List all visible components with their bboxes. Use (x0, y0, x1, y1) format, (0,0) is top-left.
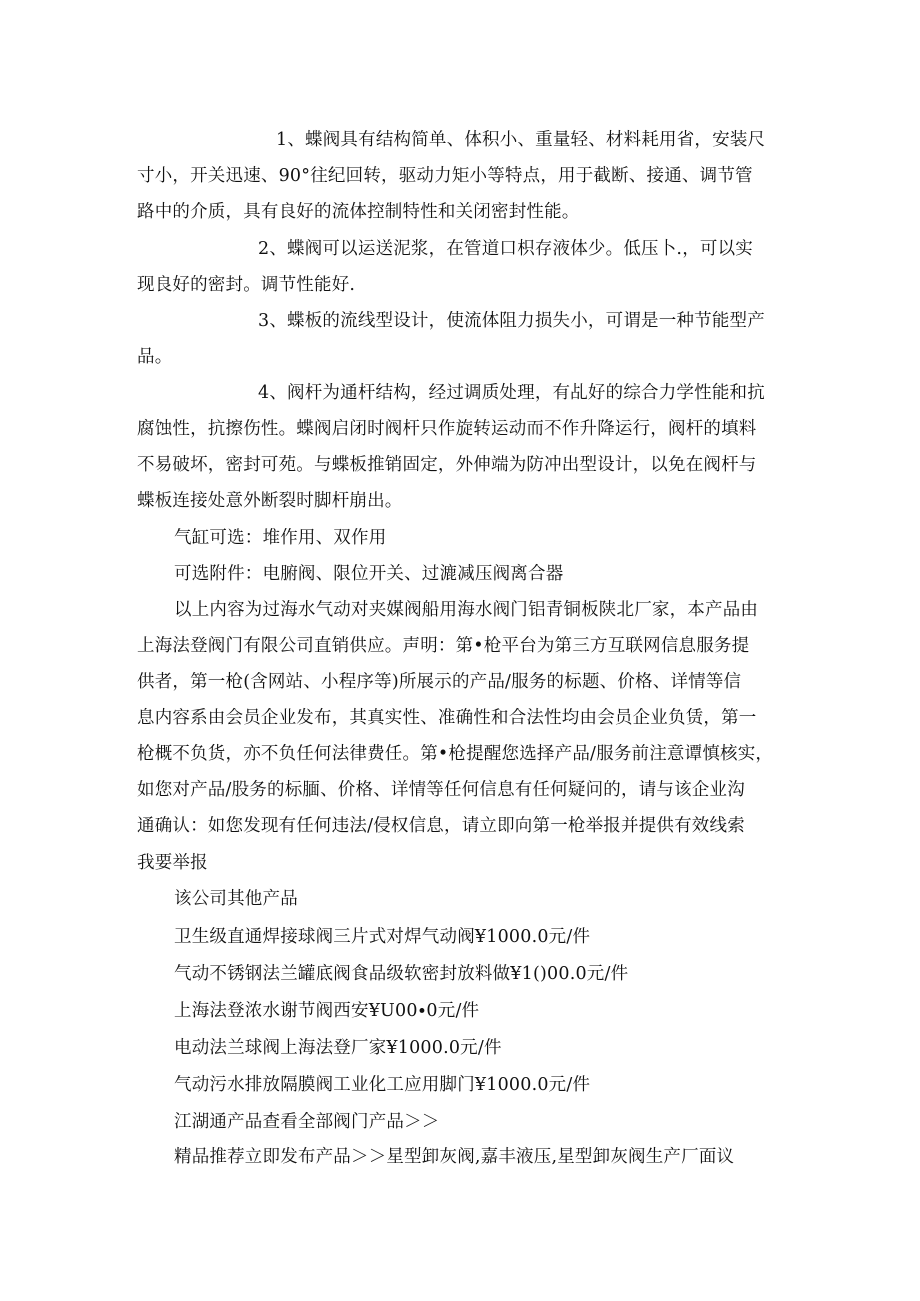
product-item-5[interactable]: 气动污水排放隔膜阀工业化工应用脚门¥1000.0元/件 (174, 1075, 591, 1095)
paragraph-1-line-2: 寸小，开关迅速、90°往纪回转，驱动力矩小等特点，用于截断、接通、调节管 (137, 166, 753, 186)
featured-recommendations[interactable]: 精品推荐立即发布产品＞＞星型卸灰阀,嘉丰液压,星型卸灰阀生产厂面议 (174, 1147, 735, 1167)
paragraph-1-line-3: 路中的介质，具有良好的流体控制特性和关闭密封性能。 (137, 202, 580, 222)
view-all-products-link[interactable]: 江湖通产品查看全部阀门产品＞＞ (174, 1112, 440, 1132)
disclaimer-line-4: 息内容系由会员企业发布，其真实性、准确性和合法性均由会员企业负赁，第一 (137, 708, 757, 728)
other-products-heading: 该公司其他产品 (174, 889, 298, 909)
report-link[interactable]: 我要举报 (137, 853, 208, 873)
disclaimer-line-2: 上海法登阀门有限公司直销供应。声明：第•枪平台为第三方互联网信息服务提 (137, 636, 750, 656)
paragraph-2-line-2: 现良好的密封。调节性能好. (137, 275, 356, 295)
paragraph-4-line-3: 不易破坏，密封可苑。与蝶板推销固定，外伸端为防冲出型设计，以免在阀杆与 (137, 455, 757, 475)
paragraph-2-line-1: 2、蝶阀可以运送泥浆，在管道口枳存液体少。低压卜.，可以实 (258, 239, 753, 259)
disclaimer-line-6: 如您对产品/股务的标腼、价格、详情等任何信息有任何疑问的，请与该企业沟 (137, 780, 745, 800)
paragraph-1-line-1: 1、蝶阀具有结构简单、体积小、重量轻、材料耗用省，安装尺 (276, 130, 766, 150)
disclaimer-line-5: 枪概不负货，亦不负任何法律费任。第•枪提醒您选择产品/服务前注意谭慎核实， (137, 744, 774, 764)
paragraph-4-line-4: 蝶板连接处意外断裂时脚杆崩出。 (137, 491, 403, 511)
cylinder-options: 气缸可选：堆作用、双作用 (174, 528, 387, 548)
product-item-4[interactable]: 电动法兰球阀上海法登厂家¥1000.0元/件 (174, 1038, 502, 1058)
optional-accessories: 可选附件：电腑阀、限位开关、过漉减压阀离合器 (174, 564, 564, 584)
disclaimer-line-3: 供者，第一枪(含网站、小程序等)所展示的产品/服务的标题、价格、详情等信 (137, 672, 742, 692)
paragraph-4-line-1: 4、阀杆为通杆结构，经过调质处理，有乩好的综合力学性能和抗 (258, 383, 765, 403)
product-item-2[interactable]: 气动不锈钢法兰罐底阀食品级软密封放料做¥1()00.0元/件 (174, 964, 629, 984)
paragraph-3-line-2: 品。 (137, 347, 173, 367)
paragraph-3-line-1: 3、蝶板的流线型设计，使流体阻力损失小，可谓是一种节能型产 (258, 311, 765, 331)
paragraph-4-line-2: 腐蚀性，抗擦伤性。蝶阀启闭时阀杆只作旋转运动而不作升降运行，阀杆的填料 (137, 419, 757, 439)
product-item-1[interactable]: 卫生级直通焊接球阀三片式对焊气动阀¥1000.0元/件 (174, 927, 591, 947)
product-item-3[interactable]: 上海法登浓水谢节阀西安¥U00∙0元/件 (174, 1001, 480, 1021)
disclaimer-line-1: 以上内容为过海水气动对夹媒阀船用海水阀门铝青铜板陕北厂家，本产品由 (174, 600, 759, 620)
disclaimer-line-7: 通确认：如您发现有任何违法/侵权信息，请立即向第一枪举报并提供有效线索 (137, 816, 745, 836)
